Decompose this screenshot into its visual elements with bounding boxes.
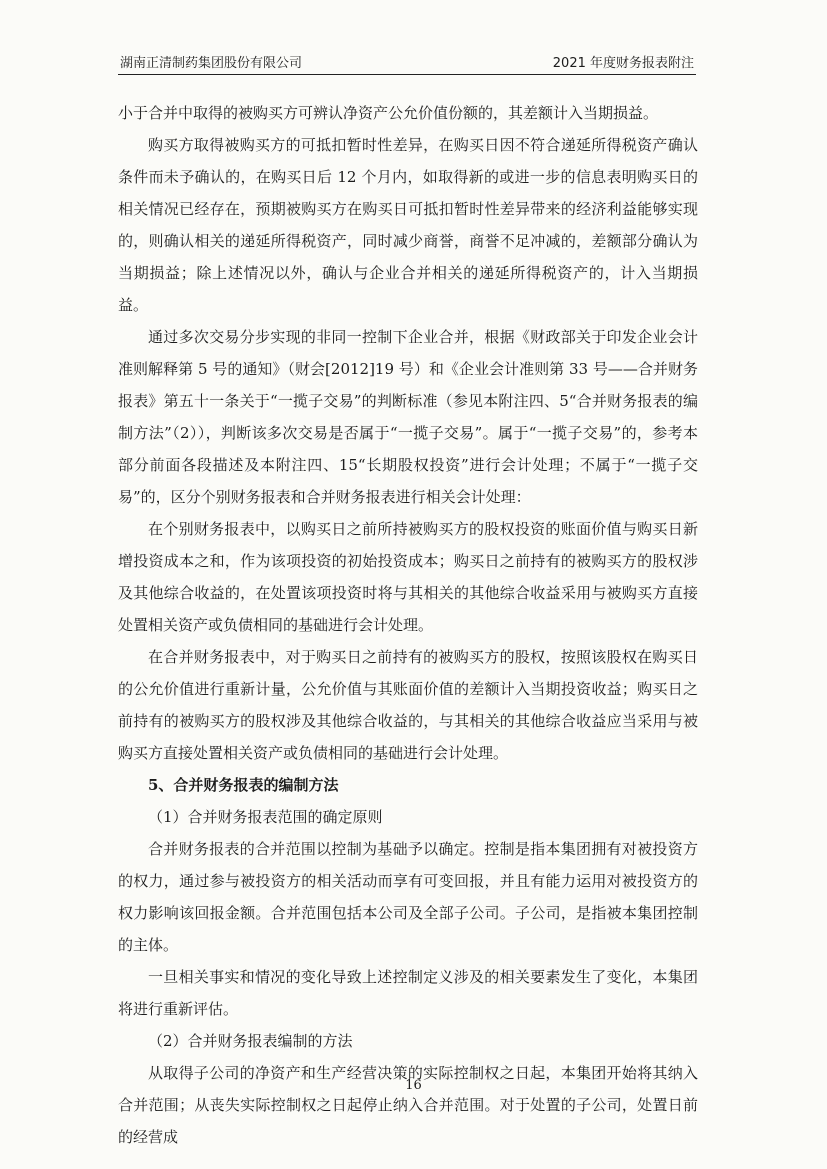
paragraph: 通过多次交易分步实现的非同一控制下企业合并，根据《财政部关于印发企业会计准则解释第 5 号的通知》（财会[2012]19 号）和《企业会计准则第 33 号——合并财务报表》第五十一条关于“一揽子交易”的判断标准（参见本附注四、5“合并财务报表的编制方法”（2）），判断该多次交易是否属于“一揽子交易”。属于“一揽子交易”的，参考本部分前面各段描述及本附注四、15“长期股权投资”进行会计处理；不属于“一揽子交易”的，区分个别财务报表和合并财务报表进行相关会计处理： xyxy=(118,328,698,506)
paragraph: 在个别财务报表中，以购买日之前所持被购买方的股权投资的账面价值与购买日新增投资成本之和，作为该项投资的初始投资成本；购买日之前持有的被购买方的股权涉及其他综合收益的，在处置该项投资时将与其相关的其他综合收益采用与被购买方直接处置相关资产或负债相同的基础进行会计处理。 xyxy=(118,520,698,634)
page-header xyxy=(118,50,696,75)
company-name: 湖南正清制药集团股份有限公司 xyxy=(120,56,303,71)
paragraph: 从取得子公司的净资产和生产经营决策的实际控制权之日起，本集团开始将其纳入合并范围；从丧失实际控制权之日起停止纳入合并范围。对于处置的子公司，处置日前的经营成 xyxy=(118,1064,698,1146)
subsection-heading: （1）合并财务报表范围的确定原则 xyxy=(148,808,383,826)
paragraph: 合并财务报表的合并范围以控制为基础予以确定。控制是指本集团拥有对被投资方的权力，通过参与被投资方的相关活动而享有可变回报，并且有能力运用对被投资方的权力影响该回报金额。合并范围包括本公司及全部子公司。子公司，是指被本集团控制的主体。 xyxy=(118,840,698,954)
paragraph: 小于合并中取得的被购买方可辨认净资产公允价值份额的，其差额计入当期损益。 xyxy=(118,104,659,122)
paragraph: 在合并财务报表中，对于购买日之前持有的被购买方的股权，按照该股权在购买日的公允价值进行重新计量，公允价值与其账面价值的差额计入当期投资收益；购买日之前持有的被购买方的股权涉及其他综合收益的，与其相关的其他综合收益应当采用与被购买方直接处置相关资产或负债相同的基础进行会计处理。 xyxy=(118,648,698,762)
section-heading: 5、合并财务报表的编制方法 xyxy=(148,776,339,794)
paragraph: 购买方取得被购买方的可抵扣暂时性差异，在购买日因不符合递延所得税资产确认条件而未予确认的，在购买日后 12 个月内，如取得新的或进一步的信息表明购买日的相关情况已经存在，预期被购买方在购买日可抵扣暂时性差异带来的经济利益能够实现的，则确认相关的递延所得税资产，同时减少商誉，商誉不足冲减的，差额部分确认为当期损益；除上述情况以外，确认与企业合并相关的递延所得税资产的，计入当期损益。 xyxy=(118,136,698,314)
page-number: 16 xyxy=(405,1078,422,1093)
document-body xyxy=(118,97,698,1153)
paragraph: 一旦相关事实和情况的变化导致上述控制定义涉及的相关要素发生了变化，本集团将进行重新评估。 xyxy=(118,968,698,1018)
subsection-heading: （2）合并财务报表编制的方法 xyxy=(148,1032,353,1050)
report-title: 2021 年度财务报表附注 xyxy=(552,56,694,71)
